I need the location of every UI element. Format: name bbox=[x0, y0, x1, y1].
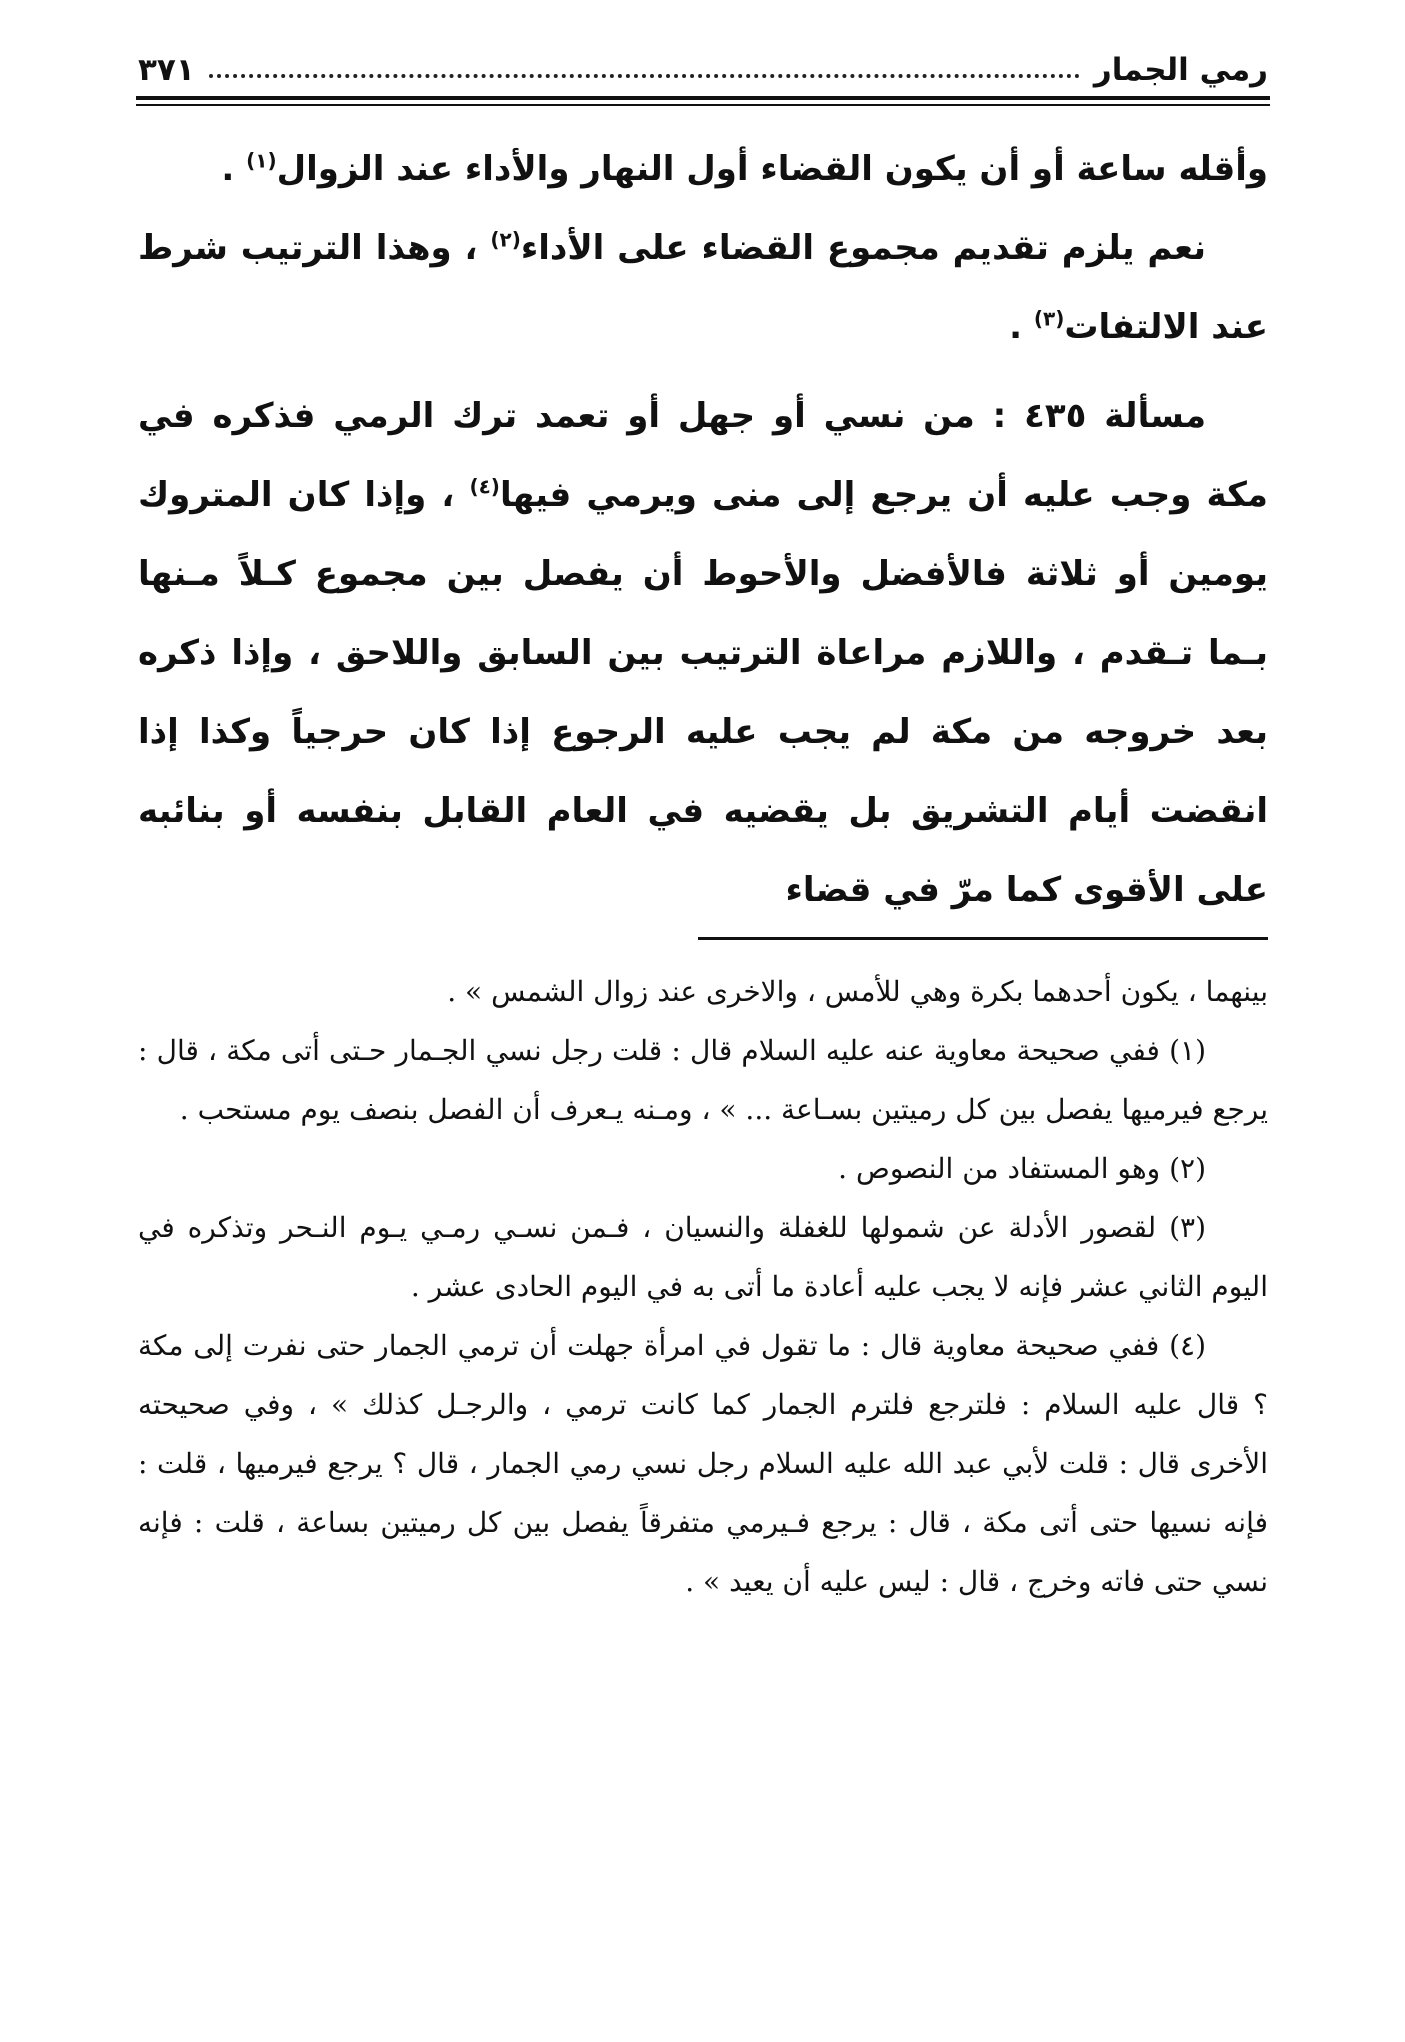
footnote-ref-1: (١) bbox=[246, 148, 277, 173]
main-text bbox=[138, 130, 1268, 930]
paragraph-2 bbox=[138, 209, 1268, 367]
paragraph-2-text-b: ، وهذا الترتيب شرط عند الالتفات bbox=[138, 228, 1268, 347]
footnote-2: (٢) وهو المستفاد من النصوص . bbox=[838, 1152, 1206, 1185]
header-rule-thin bbox=[136, 104, 1270, 106]
footnote-3: (٣) لقصور الأدلة عن شمولها للغفلة والنسيان ، فـمن نسـي رمـي يـوم النـحر وتذكره في اليوم الثاني عشر فإنه لا يجب عليه أعادة ما أتى به في اليوم الحادى عشر . bbox=[138, 1211, 1268, 1303]
paragraph-1 bbox=[138, 130, 1268, 209]
footnote-separator bbox=[698, 937, 1268, 940]
footnote-ref-3: (٣) bbox=[1033, 306, 1065, 331]
paragraph-3-text-b: ، وإذا كان المتروك يومين أو ثلاثة فالأفضل والأحوط أن يفصل بين مجموع كـلاً مـنها بـما تـقدم ، واللازم مراعاة الترتيب بين السابق واللاحق ، وإذا ذكره بعد خروجه من مكة لم يجب عليه الرجوع إذا كان حرجياً وكذا إذا انقضت أيام التشريق بل يقضيه في العام القابل بنفسه أو بنائبه على الأقوى كما مرّ في قضاء bbox=[138, 475, 1268, 910]
running-header bbox=[138, 40, 1268, 90]
paragraph-1-text: وأقله ساعة أو أن يكون القضاء أول النهار والأداء عند الزوال bbox=[276, 149, 1268, 189]
header-dot-leader bbox=[209, 60, 1080, 78]
header-rule-thick bbox=[136, 96, 1270, 100]
paragraph-3 bbox=[138, 377, 1268, 930]
footnote-4: (٤) ففي صحيحة معاوية قال : ما تقول في امرأة جهلت أن ترمي الجمار حتى نفرت إلى مكة ؟ قال عليه السلام : فلترجع فلترم الجمار كما كانت ترمي ، والرجـل كذلك » ، وفي صحيحته الأخرى قال : قلت لأبي عبد الله عليه السلام رجل نسي رمي الجمار ، قال ؟ يرجع فيرميها ، قلت : فإنه نسيها حتى أتى مكة ، قال : يرجع فـيرمي متفرقاً يفصل بين كل رميتين بساعة ، قلت : فإنه نسي حتى فاته وخرج ، قال : ليس عليه أن يعيد » . bbox=[138, 1329, 1268, 1598]
paragraph-2-end: . bbox=[1009, 307, 1034, 347]
header-title: رمي الجمار bbox=[1093, 52, 1268, 88]
paragraph-1-end: . bbox=[221, 149, 247, 189]
footnote-ref-4: (٤) bbox=[469, 474, 500, 499]
footnote-1: (١) ففي صحيحة معاوية عنه عليه السلام قال : قلت رجل نسي الجـمار حـتى أتى مكة ، قال : يرجع فيرميها يفصل بين كل رميتين بسـاعة ... » ، ومـنه يـعرف أن الفصل بنصف يوم مستحب . bbox=[138, 1034, 1268, 1126]
paragraph-3-text-a: مسألة ٤٣٥ : من نسي أو جهل أو تعمد ترك الرمي فذكره في مكة وجب عليه أن يرجع إلى منى ويرمي فيها bbox=[138, 396, 1268, 515]
page-number: ٣٧١ bbox=[138, 52, 195, 88]
footnote-continuation: بينهما ، يكون أحدهما بكرة وهي للأمس ، والاخرى عند زوال الشمس » . bbox=[447, 975, 1268, 1008]
footnotes bbox=[138, 962, 1268, 1611]
footnote-ref-2: (٢) bbox=[490, 227, 521, 252]
paragraph-2-text-a: نعم يلزم تقديم مجموع القضاء على الأداء bbox=[520, 228, 1206, 268]
